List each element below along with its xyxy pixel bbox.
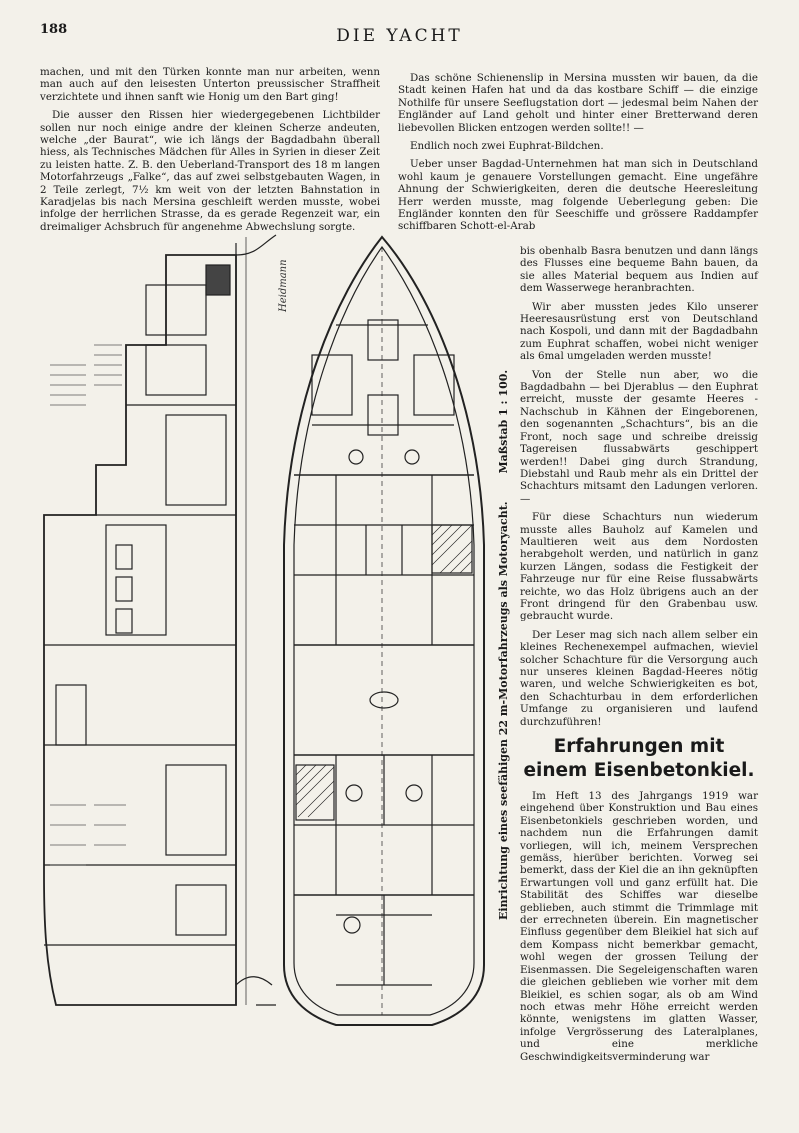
article-title-line: einem Eisenbetonkiel. xyxy=(523,760,755,781)
paragraph: Das schöne Schienenslip in Mersina mussten wir bauen, da die Stadt keinen Hafen hat und da das kostbare Schiff — die einzige Nothilfe für unsere Seeflugstation dort — jedesmal beim Nahen der Engländer auf Land geholt und hinter einer Bretterwand deren liebevollen Blicken entzogen werden sollte!! — xyxy=(398,72,758,134)
figure-caption-text: Einrichtung eines seefähigen 22 m-Motorfahrzeugs als Motoryacht. xyxy=(497,501,510,920)
top-right-column xyxy=(398,72,758,239)
paragraph: Im Heft 13 des Jahrgangs 1919 war eingehend über Konstruktion und Bau eines Eisenbetonkiels geschrieben worden, und nachdem nun die Erfahrungen damit vorliegen, will ich, meinem Versprechen gemäss, hierüber berichten. Vorweg sei bemerkt, dass der Kiel die an ihn geknüpften Erwartungen voll und ganz erfüllt hat. Die Stabilität des Schiffes war dieselbe geblieben, auch stimmt die Trimmlage mit der errechneten überein. Ein magnetischer Einfluss gegenüber dem Bleikiel hat sich auf dem Kompass nicht bemerkbar gemacht, wohl wegen der grossen Teilung der Eisenmassen. Die Segeleigenschaften waren die gleichen geblieben wie vorher mit dem Bleikiel, es schien sogar, als ob am Wind noch etwas mehr Höhe erreicht werden könnte, wenigstens im glatten Wasser, infolge Vergrösserung des Lateralplanes, und eine merkliche Geschwindigkeitsverminderung war xyxy=(520,790,758,1063)
paragraph: Ueber unser Bagdad-Unternehmen hat man sich in Deutschland wohl kaum je genauere Vorstellungen gemacht. Eine ungefähre Ahnung der Schwierigkeiten, deren die deutsche Heeresleitung Herr werden musste, mag folgende Ueberlegung geben: Die Engländer konnten den für Seeschiffe und grössere Raddampfer schiffbaren Schott-el-Arab xyxy=(398,158,758,233)
paragraph: bis obenhalb Basra benutzen und dann längs des Flusses eine bequeme Bahn bauen, da sie alles Material bequem aus Indien auf dem Wasserwege heranbrachten. xyxy=(520,245,758,295)
paragraph: Die ausser den Rissen hier wiedergegebenen Lichtbilder sollen nur noch einige andre der kleinen Scherze andeuten, welche „der Baurat“, wie ich längs der Bagdadbahn überall hiess, als Technisches Mädchen für Alles in Syrien in dieser Zeit zu leisten hatte. Z. B. den Ueberland-Transport des 18 m langen Motorfahrzeugs „Falke“, das auf zwei selbstgebauten Wagen, in 2 Teile zerlegt, 7½ km weit von der letzten Bahnstation in Karadjelas bis nach Mersina geschleift werden musste, wobei infolge der herrlichen Strasse, da es gerade Regenzeit war, ein dreimaliger Achsbruch für angenehme Abwechslung sorgte. xyxy=(40,109,380,233)
article-title xyxy=(520,735,758,783)
figure-caption xyxy=(497,370,510,920)
drawing-signature: Heidmann xyxy=(278,259,289,312)
paragraph: Endlich noch zwei Euphrat-Bildchen. xyxy=(410,140,604,153)
page-number: 188 xyxy=(40,22,68,37)
article-body xyxy=(520,790,758,1069)
paragraph: machen, und mit den Türken konnte man nur arbeiten, wenn man auch auf den leisesten Unterton preussischer Straffheit verzichtete und ihnen sanft wie Honig um den Bart ging! xyxy=(40,66,380,103)
top-left-column xyxy=(40,66,380,239)
paragraph: Wir aber mussten jedes Kilo unserer Heeresausrüstung erst von Deutschland nach Kospoli, und dann mit der Bagdadbahn zum Euphrat schaffen, wobei nicht weniger als 6mal umgeladen werden musste! xyxy=(520,300,758,363)
figure-scale: Maßstab 1 : 100. xyxy=(497,369,510,474)
narrow-right-column xyxy=(520,245,758,734)
paragraph: Für diese Schachturs nun wiederum musste alles Bauholz auf Kamelen und Maultieren weit aus dem Nordosten herabgeholt werden, und natürlich in ganz kurzen Längen, sodass die Festigkeit der Fahrzeuge nur für eine Reise flussabwärts reichte, wo das Holz übrigens auch an der Front dringend für den Grabenbau usw. gebraucht wurde. xyxy=(520,511,758,623)
running-head: DIE YACHT xyxy=(336,26,463,46)
ship-plan-drawing xyxy=(36,225,496,1040)
article-title-line: Erfahrungen mit xyxy=(553,736,725,757)
paragraph: Der Leser mag sich nach allem selber ein kleines Rechenexempel aufmachen, wieviel solcher Schachture für die Versorgung auch nur unseres kleinen Bagdad-Heeres nötig waren, und welche Schwierigkeiten es bot, den Schachturbau in dem erforderlichen Umfange zu organisieren und laufend durchzuführen! xyxy=(520,628,758,728)
paragraph: Von der Stelle nun aber, wo die Bagdadbahn — bei Djerablus — den Euphrat erreicht, musste der gesamte Heeres - Nachschub in Kähnen der Eingeborenen, den sogenannten „Schachturs“, bis an die Front, noch sage und schreibe dreissig Tagereisen flussabwärts geschippert werden!! Dabei ging durch Strandung, Diebstahl und Raub mehr als ein Drittel der Schachturs mitsamt den Ladungen verloren. — xyxy=(520,368,758,505)
